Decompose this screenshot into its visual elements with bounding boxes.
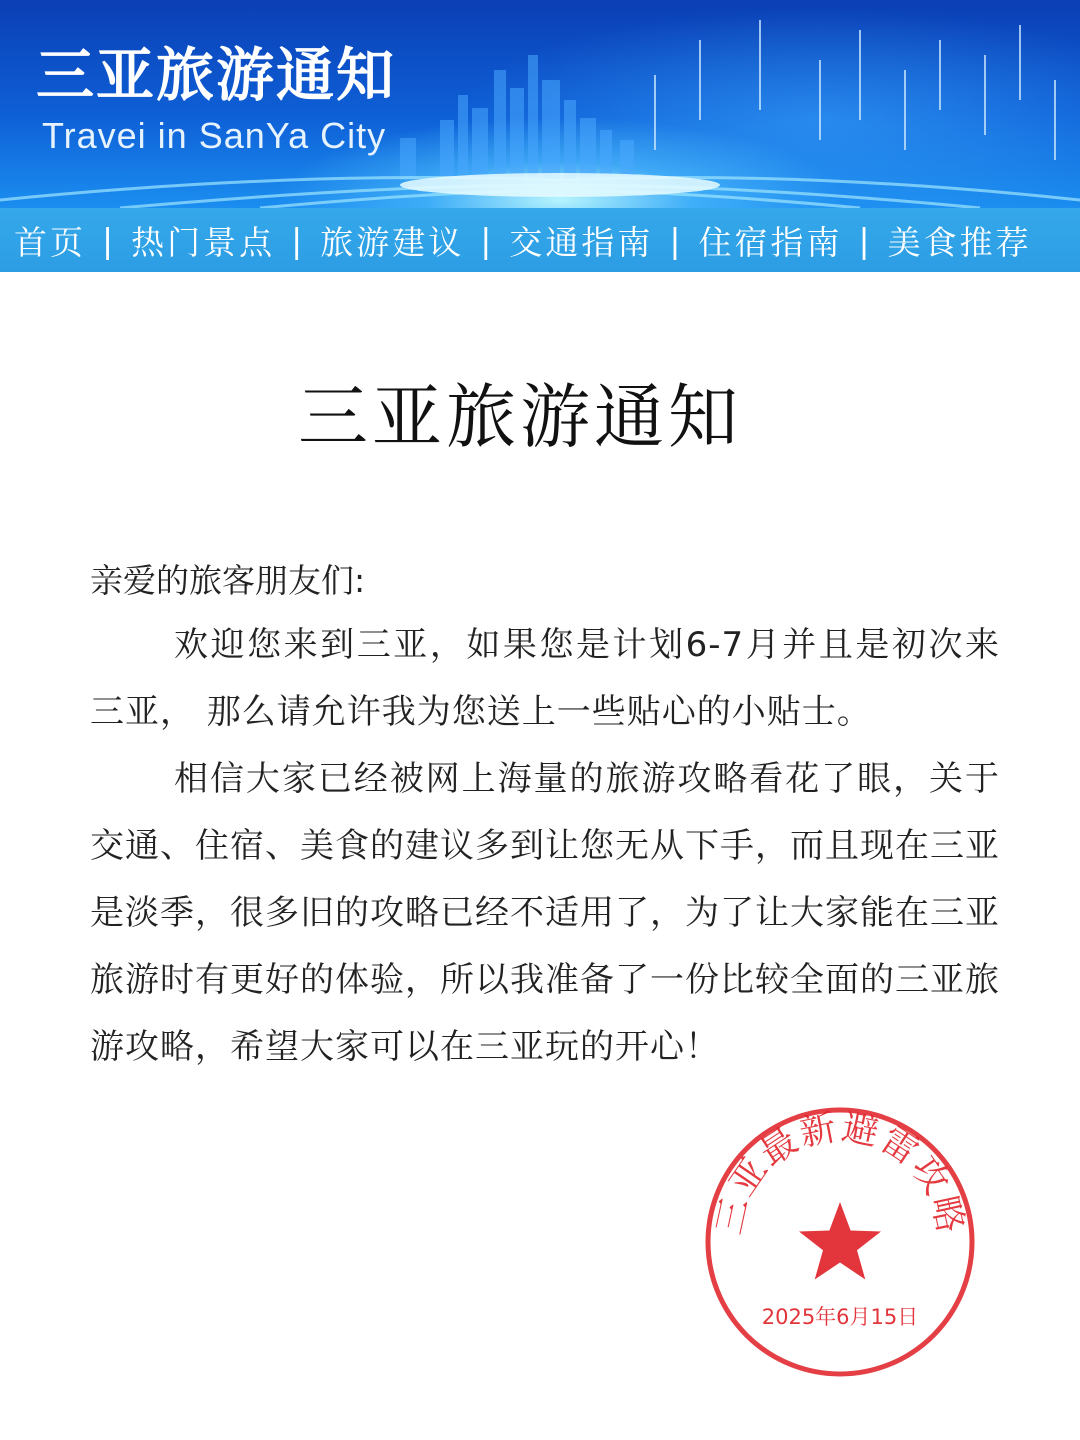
star-icon <box>799 1202 881 1280</box>
nav-item-attractions[interactable]: 热门景点 <box>131 222 276 262</box>
nav-separator: | <box>858 220 870 260</box>
paragraph-guide: 相信大家已经被网上海量的旅游攻略看花了眼，关于交通、住宿、美食的建议多到让您无从下手，而且现在三亚是淡季，很多旧的攻略已经不适用了，为了让大家能在三亚旅游时有更好的体验，所以我准备了一份比较全面的三亚旅游攻略，希望大家可以在三亚玩的开心！ <box>90 759 1000 1067</box>
nav-separator: | <box>480 220 492 260</box>
nav-item-transport[interactable]: 交通指南 <box>509 222 654 262</box>
nav-item-lodging[interactable]: 住宿指南 <box>698 222 843 262</box>
nav-separator: | <box>291 220 303 260</box>
document-title: 三亚旅游通知 <box>298 376 742 458</box>
banner-subtitle: Travei in SanYa City <box>42 115 387 156</box>
nav-item-travel-tips[interactable]: 旅游建议 <box>320 222 465 262</box>
nav-separator: | <box>102 220 114 260</box>
header-banner <box>0 0 1080 208</box>
nav-separator: | <box>669 220 681 260</box>
nav-bar <box>0 208 1080 272</box>
nav-item-food[interactable]: 美食推荐 <box>887 222 1032 262</box>
banner-title: 三亚旅游通知 <box>36 41 397 109</box>
paragraph-welcome: 欢迎您来到三亚，如果您是计划6-7月并且是初次来三亚， 那么请允许我为您送上一些贴心的小贴士。 <box>90 625 1000 732</box>
greeting: 亲爱的旅客朋友们: <box>90 561 366 600</box>
stamp-date: 2025年6月15日 <box>761 1305 919 1329</box>
nav-item-home[interactable]: 首页 <box>14 222 86 262</box>
stamp-arc-text: 三亚最新避雷攻略 <box>708 1107 972 1239</box>
red-seal-stamp <box>700 1102 980 1382</box>
